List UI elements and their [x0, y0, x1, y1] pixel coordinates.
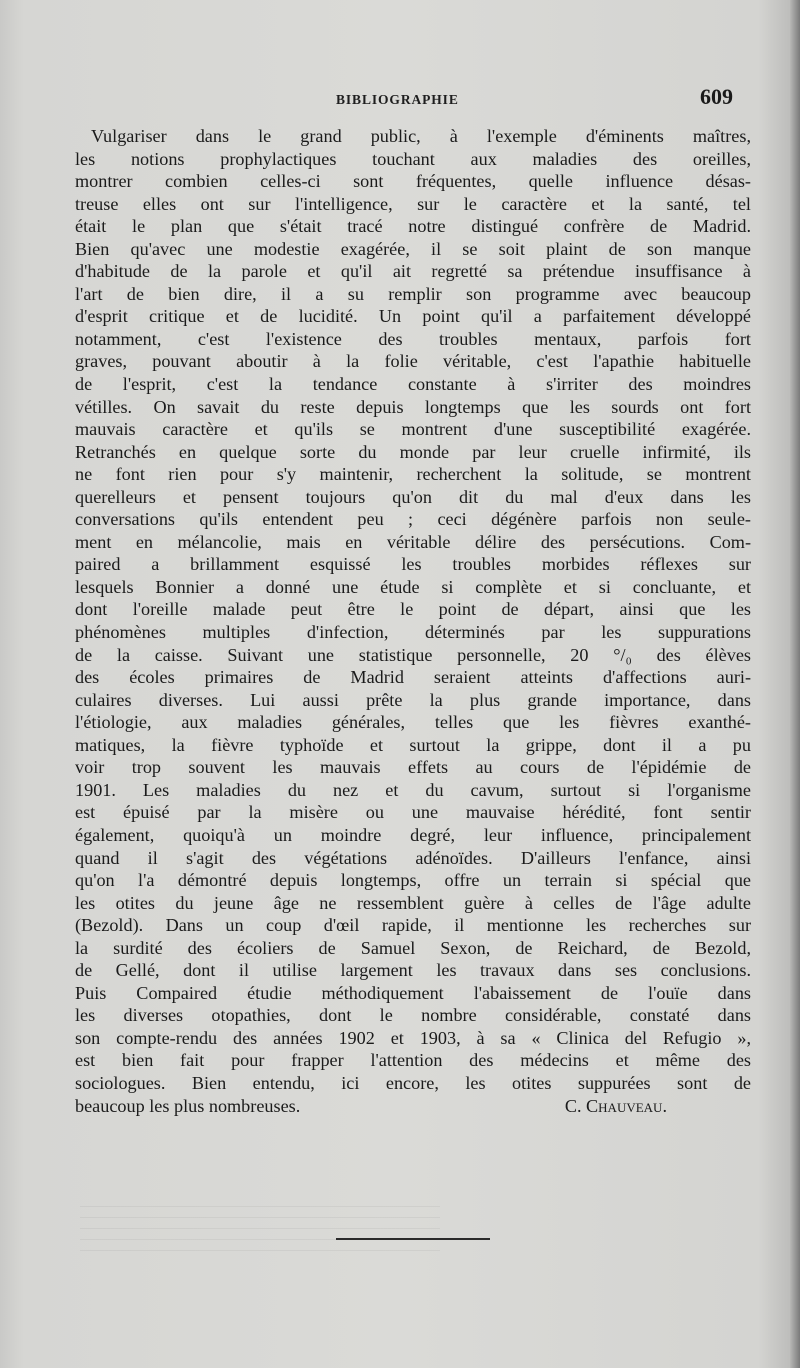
- text-line: d'habitude de la parole et qu'il ait regretté sa prétendue insuffisance à: [75, 261, 751, 282]
- page-header: [0, 84, 790, 114]
- text-line: les diverses otopathies, dont le nombre considérable, constaté dans: [75, 1005, 751, 1026]
- text-line: la surdité des écoliers de Samuel Sexon, de Reichard, de Bezold,: [75, 937, 751, 958]
- closing-line: [75, 1095, 751, 1118]
- text-line: mauvais caractère et qu'ils se montrent d'une susceptibilité exagérée.: [75, 419, 751, 440]
- text-line: son compte-rendu des années 1902 et 1903, à sa « Clinica del Refugio »,: [75, 1027, 751, 1048]
- review-paragraph: [75, 125, 751, 1117]
- text-line: phénomènes multiples d'infection, déterminés par les suppurations: [75, 622, 751, 643]
- page-number: 609: [700, 84, 733, 109]
- text-line: Bien qu'avec une modestie exagérée, il se soit plaint de son manque: [75, 238, 751, 259]
- closing-text: beaucoup les plus nombreuses.: [75, 1095, 301, 1116]
- text-line: conversations qu'ils entendent peu ; ceci dégénère parfois non seule-: [75, 509, 751, 530]
- text-line: Vulgariser dans le grand public, à l'exemple d'éminents maîtres,: [91, 126, 751, 146]
- text-line: montrer combien celles-ci sont fréquentes, quelle influence désas-: [75, 171, 751, 192]
- text-line: lesquels Bonnier a donné une étude si complète et si concluante, et: [75, 576, 751, 597]
- running-title: BIBLIOGRAPHIE: [336, 92, 459, 107]
- text-line: de l'esprit, c'est la tendance constante à s'irriter des moindres: [75, 374, 751, 395]
- text-line: également, quoiqu'à un moindre degré, leur influence, principalement: [75, 824, 751, 845]
- text-line: querelleurs et pensent toujours qu'on dit du mal d'eux dans les: [75, 486, 751, 507]
- text-line: quand il s'agit des végétations adénoïdes. D'ailleurs l'enfance, ainsi: [75, 847, 751, 868]
- show-through-text: [80, 1206, 440, 1256]
- author-signature: C. Chauveau.: [564, 1095, 667, 1116]
- text-line: qu'on l'a démontré depuis longtemps, offre un terrain si spécial que: [75, 870, 751, 891]
- text-line: culaires diverses. Lui aussi prête la plus grande importance, dans: [75, 689, 751, 710]
- text-line: matiques, la fièvre typhoïde et surtout la grippe, dont il a pu: [75, 734, 751, 755]
- text-line: graves, pouvant aboutir à la folie véritable, c'est l'apathie habituelle: [75, 351, 751, 372]
- text-line: les otites du jeune âge ne ressemblent guère à celles de l'âge adulte: [75, 892, 751, 913]
- text-line: était le plan que s'était tracé notre distingué confrère de Madrid.: [75, 216, 751, 237]
- text-line: d'esprit critique et de lucidité. Un point qu'il a parfaitement développé: [75, 306, 751, 327]
- text-line: Retranchés en quelque sorte du monde par leur cruelle infirmité, ils: [75, 441, 751, 462]
- text-line: est bien fait pour frapper l'attention des médecins et même des: [75, 1050, 751, 1071]
- text-line: les notions prophylactiques touchant aux maladies des oreilles,: [75, 148, 751, 169]
- text-line: de la caisse. Suivant une statistique personnelle, 20 °/₀ des élèves: [75, 644, 751, 665]
- page-edge-shadow: [790, 0, 800, 1368]
- text-line: l'art de bien dire, il a su remplir son programme avec beaucoup: [75, 283, 751, 304]
- text-line: Puis Compaired étudie méthodiquement l'abaissement de l'ouïe dans: [75, 982, 751, 1003]
- text-line: dont l'oreille malade peut être le point de départ, ainsi que les: [75, 599, 751, 620]
- text-line: voir trop souvent les mauvais effets au cours de l'épidémie de: [75, 757, 751, 778]
- text-line: (Bezold). Dans un coup d'œil rapide, il mentionne les recherches sur: [75, 915, 751, 936]
- text-line: est épuisé par la misère ou une mauvaise hérédité, font sentir: [75, 802, 751, 823]
- text-line: ment en mélancolie, mais en véritable délire des persécutions. Com-: [75, 531, 751, 552]
- text-line: 1901. Les maladies du nez et du cavum, surtout si l'organisme: [75, 779, 751, 800]
- section-end-rule: [336, 1238, 490, 1240]
- text-line: sociologues. Bien entendu, ici encore, les otites suppurées sont de: [75, 1072, 751, 1093]
- text-line: l'étiologie, aux maladies générales, telles que les fièvres exanthé-: [75, 712, 751, 733]
- text-line: paired a brillamment esquissé les troubles morbides réflexes sur: [75, 554, 751, 575]
- text-line: notamment, c'est l'existence des troubles mentaux, parfois fort: [75, 328, 751, 349]
- text-line: des écoles primaires de Madrid seraient atteints d'affections auri-: [75, 667, 751, 688]
- text-line: vétilles. On savait du reste depuis longtemps que les sourds ont fort: [75, 396, 751, 417]
- text-line: treuse elles ont sur l'intelligence, sur le caractère et la santé, tel: [75, 193, 751, 214]
- text-line: ne font rien pour s'y maintenir, recherchent la solitude, se montrent: [75, 464, 751, 485]
- text-line: de Gellé, dont il utilise largement les travaux dans ses conclusions.: [75, 960, 751, 981]
